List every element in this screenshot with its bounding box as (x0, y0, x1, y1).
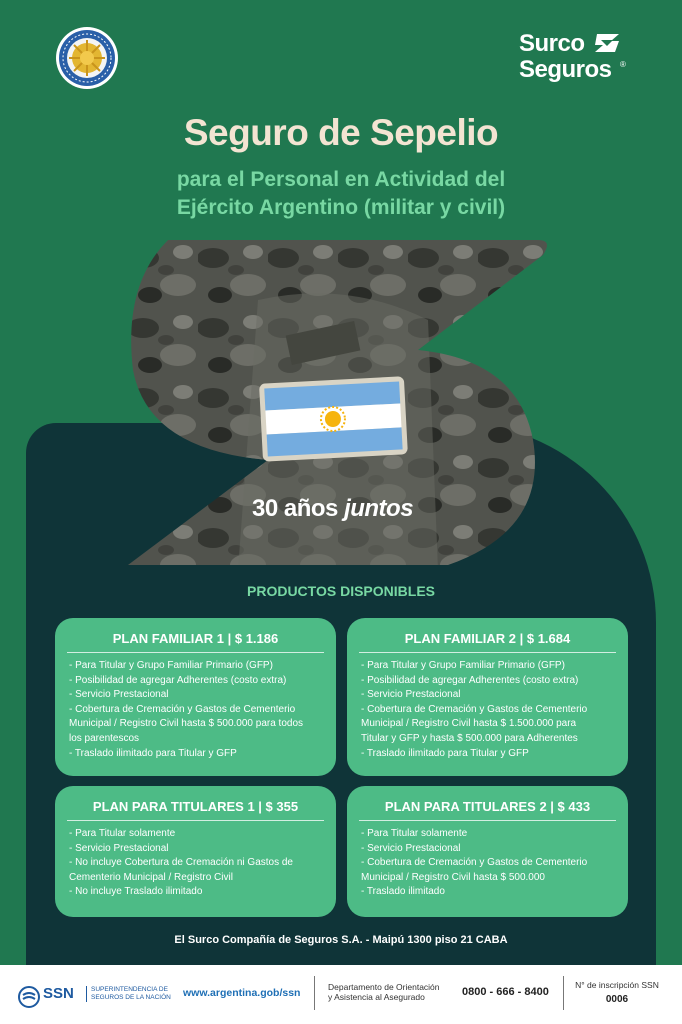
argentina-flag-patch (259, 376, 408, 461)
plan-feature: - Posibilidad de agregar Adherentes (costo extra) (361, 674, 579, 686)
brand-line-1: Surco (519, 30, 585, 57)
plan-features (55, 827, 336, 900)
plan-feature: Municipal / Registro Civil hasta $ 500.000 (361, 871, 545, 883)
plan-feature: - Cobertura de Cremación y Gastos de Cementerio (361, 857, 588, 869)
plan-feature: Municipal / Registro Civil hasta $ 1.500.000 para (361, 718, 577, 730)
brand-line-2: Seguros (519, 56, 612, 83)
plan-title: PLAN PARA TITULARES 2 | $ 433 (384, 799, 591, 814)
plan-feature: - Traslado ilimitado para Titular y GFP (361, 747, 529, 759)
brand-logo (519, 30, 639, 86)
subtitle-line-1: para el Personal en Actividad del (176, 168, 506, 191)
plan-feature: - Servicio Prestacional (69, 689, 169, 701)
registration-info (567, 980, 667, 1005)
footer (0, 970, 682, 1024)
subtitle-line-2: Ejército Argentino (militar y civil) (176, 196, 506, 219)
dept-line-1: Departamento de Orientación (328, 982, 440, 992)
plan-feature: - Traslado ilimitado (361, 886, 445, 898)
anniversary-emphasis: juntos (344, 495, 414, 522)
plan-card-familiar-2 (347, 618, 628, 776)
plan-feature: los parentescos (69, 732, 140, 744)
plan-feature: Municipal / Registro Civil hasta $ 500.000 para todos (69, 718, 304, 730)
ssn-line-1: SUPERINTENDENCIA DE (91, 986, 168, 993)
plan-divider (67, 820, 324, 821)
phone-number[interactable]: 0800 - 666 - 8400 (462, 986, 549, 998)
plan-title: PLAN FAMILIAR 1 | $ 1.186 (112, 631, 279, 646)
anniversary-prefix: 30 años (252, 495, 338, 522)
ssn-short: SSN (43, 985, 74, 1002)
plan-feature: Cementerio Municipal / Registro Civil (69, 871, 233, 883)
department-info (328, 982, 458, 1002)
plan-divider (359, 652, 616, 653)
plan-feature: - Cobertura de Cremación y Gastos de Cementerio (69, 703, 296, 715)
plan-feature: - Para Titular y Grupo Familiar Primario (GFP) (361, 660, 565, 671)
plan-features (55, 659, 336, 761)
plan-card-familiar-1 (55, 618, 336, 776)
ssn-fullname (86, 986, 183, 1002)
plan-feature: - Para Titular y Grupo Familiar Primario (GFP) (69, 660, 273, 671)
registration-number: 0006 (605, 994, 629, 1005)
registration-label: N° de inscripción SSN (575, 980, 659, 990)
plan-feature: - No incluye Traslado ilimitado (69, 886, 203, 898)
footer-divider (314, 976, 315, 1010)
ssn-website-link[interactable]: www.argentina.gob/ssn (183, 987, 301, 999)
plan-title: PLAN FAMILIAR 2 | $ 1.684 (404, 631, 571, 646)
registered-mark: ® (620, 60, 626, 69)
plan-feature: - Servicio Prestacional (69, 842, 169, 854)
plan-feature: - Para Titular solamente (361, 828, 468, 839)
products-heading: PRODUCTOS DISPONIBLES (247, 583, 435, 599)
plan-card-titulares-2 (347, 786, 628, 917)
page-title: Seguro de Sepelio (183, 112, 499, 153)
plan-features (347, 659, 628, 761)
plan-card-titulares-1 (55, 786, 336, 917)
army-emblem-icon (55, 26, 119, 90)
ssn-line-2: SEGUROS DE LA NACIÓN (91, 994, 171, 1001)
plan-feature: - Cobertura de Cremación y Gastos de Cementerio (361, 703, 588, 715)
ssn-logo-icon (18, 986, 40, 1008)
plan-feature: Titular y GFP y hasta $ 500.000 para Adherentes (361, 732, 578, 744)
plan-feature: - Traslado ilimitado para Titular y GFP (69, 747, 237, 759)
plan-title: PLAN PARA TITULARES 1 | $ 355 (92, 799, 299, 814)
plan-feature: - No incluye Cobertura de Cremación ni Gastos de (69, 857, 293, 869)
subtitle (0, 166, 682, 222)
anniversary-text (252, 495, 413, 523)
footer-divider (563, 976, 564, 1010)
plan-feature: - Para Titular solamente (69, 828, 176, 839)
dept-line-2: y Asistencia al Asegurado (328, 992, 425, 1002)
plan-feature: - Servicio Prestacional (361, 842, 461, 854)
brand-s-icon (593, 32, 621, 54)
plan-features (347, 827, 628, 900)
company-address: El Surco Compañía de Seguros S.A. - Maipú 1300 piso 21 CABA (174, 934, 508, 946)
plan-divider (67, 652, 324, 653)
plan-feature: - Posibilidad de agregar Adherentes (costo extra) (69, 674, 287, 686)
plan-divider (359, 820, 616, 821)
plan-feature: - Servicio Prestacional (361, 689, 461, 701)
